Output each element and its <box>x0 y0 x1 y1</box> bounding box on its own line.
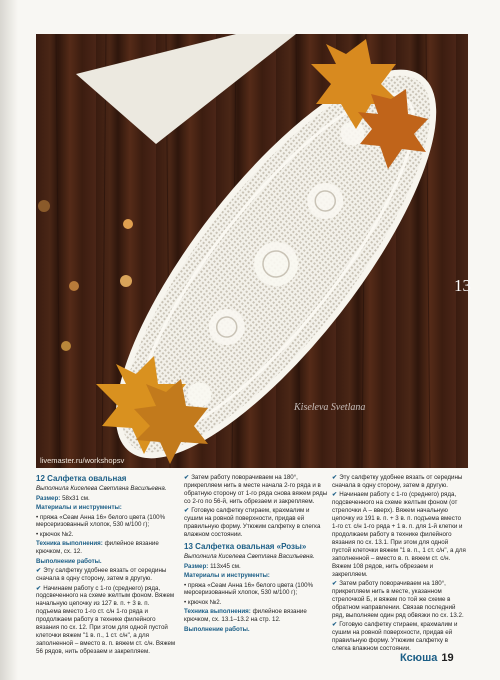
page-footer <box>400 652 454 664</box>
article-13-steps-column <box>332 474 468 655</box>
step-text: Готовую салфетку стираем, крахмалим и сушим на ровной поверхности, придав ей правильную форму. Утюжим салфетку в слегка влажном состоянии. <box>184 507 321 539</box>
lace-doily-illustration <box>36 34 468 468</box>
step-text: Начинаем работу с 1-го (среднего) ряда, подсвеченного на схеме желтым фоном (от стрелочки А – вверх). Вяжем начальную цепочку из 191 в. п. + 3 в. п. подъема вместо 1-го ст. с/н 1-го ряда + 1 в. п. для 1-й клетки и продолжаем работу в технике филейного вязания по сх. 13.1. При этом для одной пустой клеточки вяжем "1 в. п., 1 ст. с/н", а для заполненной – вместо в. п. вяжем ст. с/н. Вяжем 108 рядов, нить обрезаем и закрепляем. <box>332 491 466 578</box>
step-text: Эту салфетку удобнее вязать от середины сначала в одну сторону, затем в другую. <box>36 567 167 583</box>
page-number: 19 <box>441 652 454 664</box>
check-icon: ✔ <box>184 474 190 481</box>
size-value: 113х45 см. <box>210 562 241 570</box>
check-icon: ✔ <box>332 491 338 499</box>
magazine-name: Ксюша <box>400 652 438 664</box>
check-icon: ✔ <box>332 621 338 629</box>
check-icon: ✔ <box>332 580 338 588</box>
photo-number-mark: 13 <box>454 276 471 295</box>
photo-caption-url: livemaster.ru/workshopsv <box>40 456 125 465</box>
step-text: Готовую салфетку стираем, крахмалим и сушим на ровной поверхности, придав ей правильную форму. Утюжим салфетку в слегка влажном состоянии. <box>332 621 458 653</box>
check-icon: ✔ <box>36 567 42 575</box>
size-label: Размер: <box>36 494 61 502</box>
article-13-title: 13 Салфетка овальная «Розы» <box>184 542 307 551</box>
check-icon: ✔ <box>36 584 42 592</box>
step-text: Эту салфетку удобнее вязать от середины сначала в одну сторону, затем в другую. <box>332 474 463 489</box>
check-icon: ✔ <box>184 507 190 515</box>
page-gutter-shadow <box>0 0 18 680</box>
technique-value: филейное вязание крючком, сх. 13.1–13.2 на стр. 12. <box>184 608 307 624</box>
work-title: Выполнение работы. <box>184 625 250 633</box>
photo-watermark: Kiseleva Svetlana <box>294 402 366 413</box>
materials-title: Материалы и инструменты: <box>36 504 122 512</box>
check-icon: ✔ <box>332 474 338 481</box>
size-label: Размер: <box>184 562 209 570</box>
folded-lace <box>76 34 296 144</box>
doily-photo <box>36 34 471 468</box>
work-title: Выполнение работы. <box>36 557 102 565</box>
article-12-title: 12 Салфетка овальная <box>36 474 127 483</box>
technique-label: Техника выполнения: <box>184 608 251 616</box>
technique-value: филейное вязание крючком, сх. 12. <box>36 540 159 556</box>
article-12-column <box>36 474 176 657</box>
material-item: • крючок №2. <box>36 530 74 538</box>
step-text: Затем работу поворачиваем на 180°, прикрепляем нить в месте начала 2-го ряда и в обратную сторону от 1-го ряда снова вяжем ряды со 2-го по 56-й, нить обрезаем и закрепляем. <box>184 474 328 505</box>
step-text: Затем работу поворачиваем на 180°, прикрепляем нить в месте, указанном стрелочкой Б, и вяжем по той же схеме в обратном направлении. Связав последний ряд, выполняем один ряд обвязки по сх. 13.2. <box>332 580 464 619</box>
article-12-author: Выполнила Киселева Светлана Васильевна. <box>36 485 167 493</box>
step-text: Начинаем работу с 1-го (среднего) ряда, подсвеченного на схеме желтым фоном. Вяжем начальную цепочку из 127 в. п. + 3 в. п. подъема вместо 1-го ст. с/н 1-го ряда и продолжаем работу в технике филейного вязания по сх. 12. При этом для одной пустой клеточки вяжем "1 в. п., 1 ст. с/н", а для заполненной – вместо в. п. вяжем ст. с/н. Вяжем 56 рядов, нить обрезаем и закрепляем. <box>36 584 176 656</box>
material-item: • пряжа «Сеам Анна 16» белого цвета (100% мерсеризованный хлопок, 530 м/100 г); <box>36 513 166 529</box>
article-13-author: Выполнила Киселева Светлана Васильевна. <box>184 553 315 561</box>
technique-label: Техника выполнения: <box>36 540 103 548</box>
material-item: • пряжа «Сеам Анна 16» белого цвета (100% мерсеризованный хлопок, 530 м/100 г); <box>184 581 314 597</box>
material-item: • крючок №2. <box>184 598 222 606</box>
materials-title: Материалы и инструменты: <box>184 572 270 580</box>
size-value: 58х31 см. <box>62 494 90 502</box>
middle-column <box>184 474 328 635</box>
